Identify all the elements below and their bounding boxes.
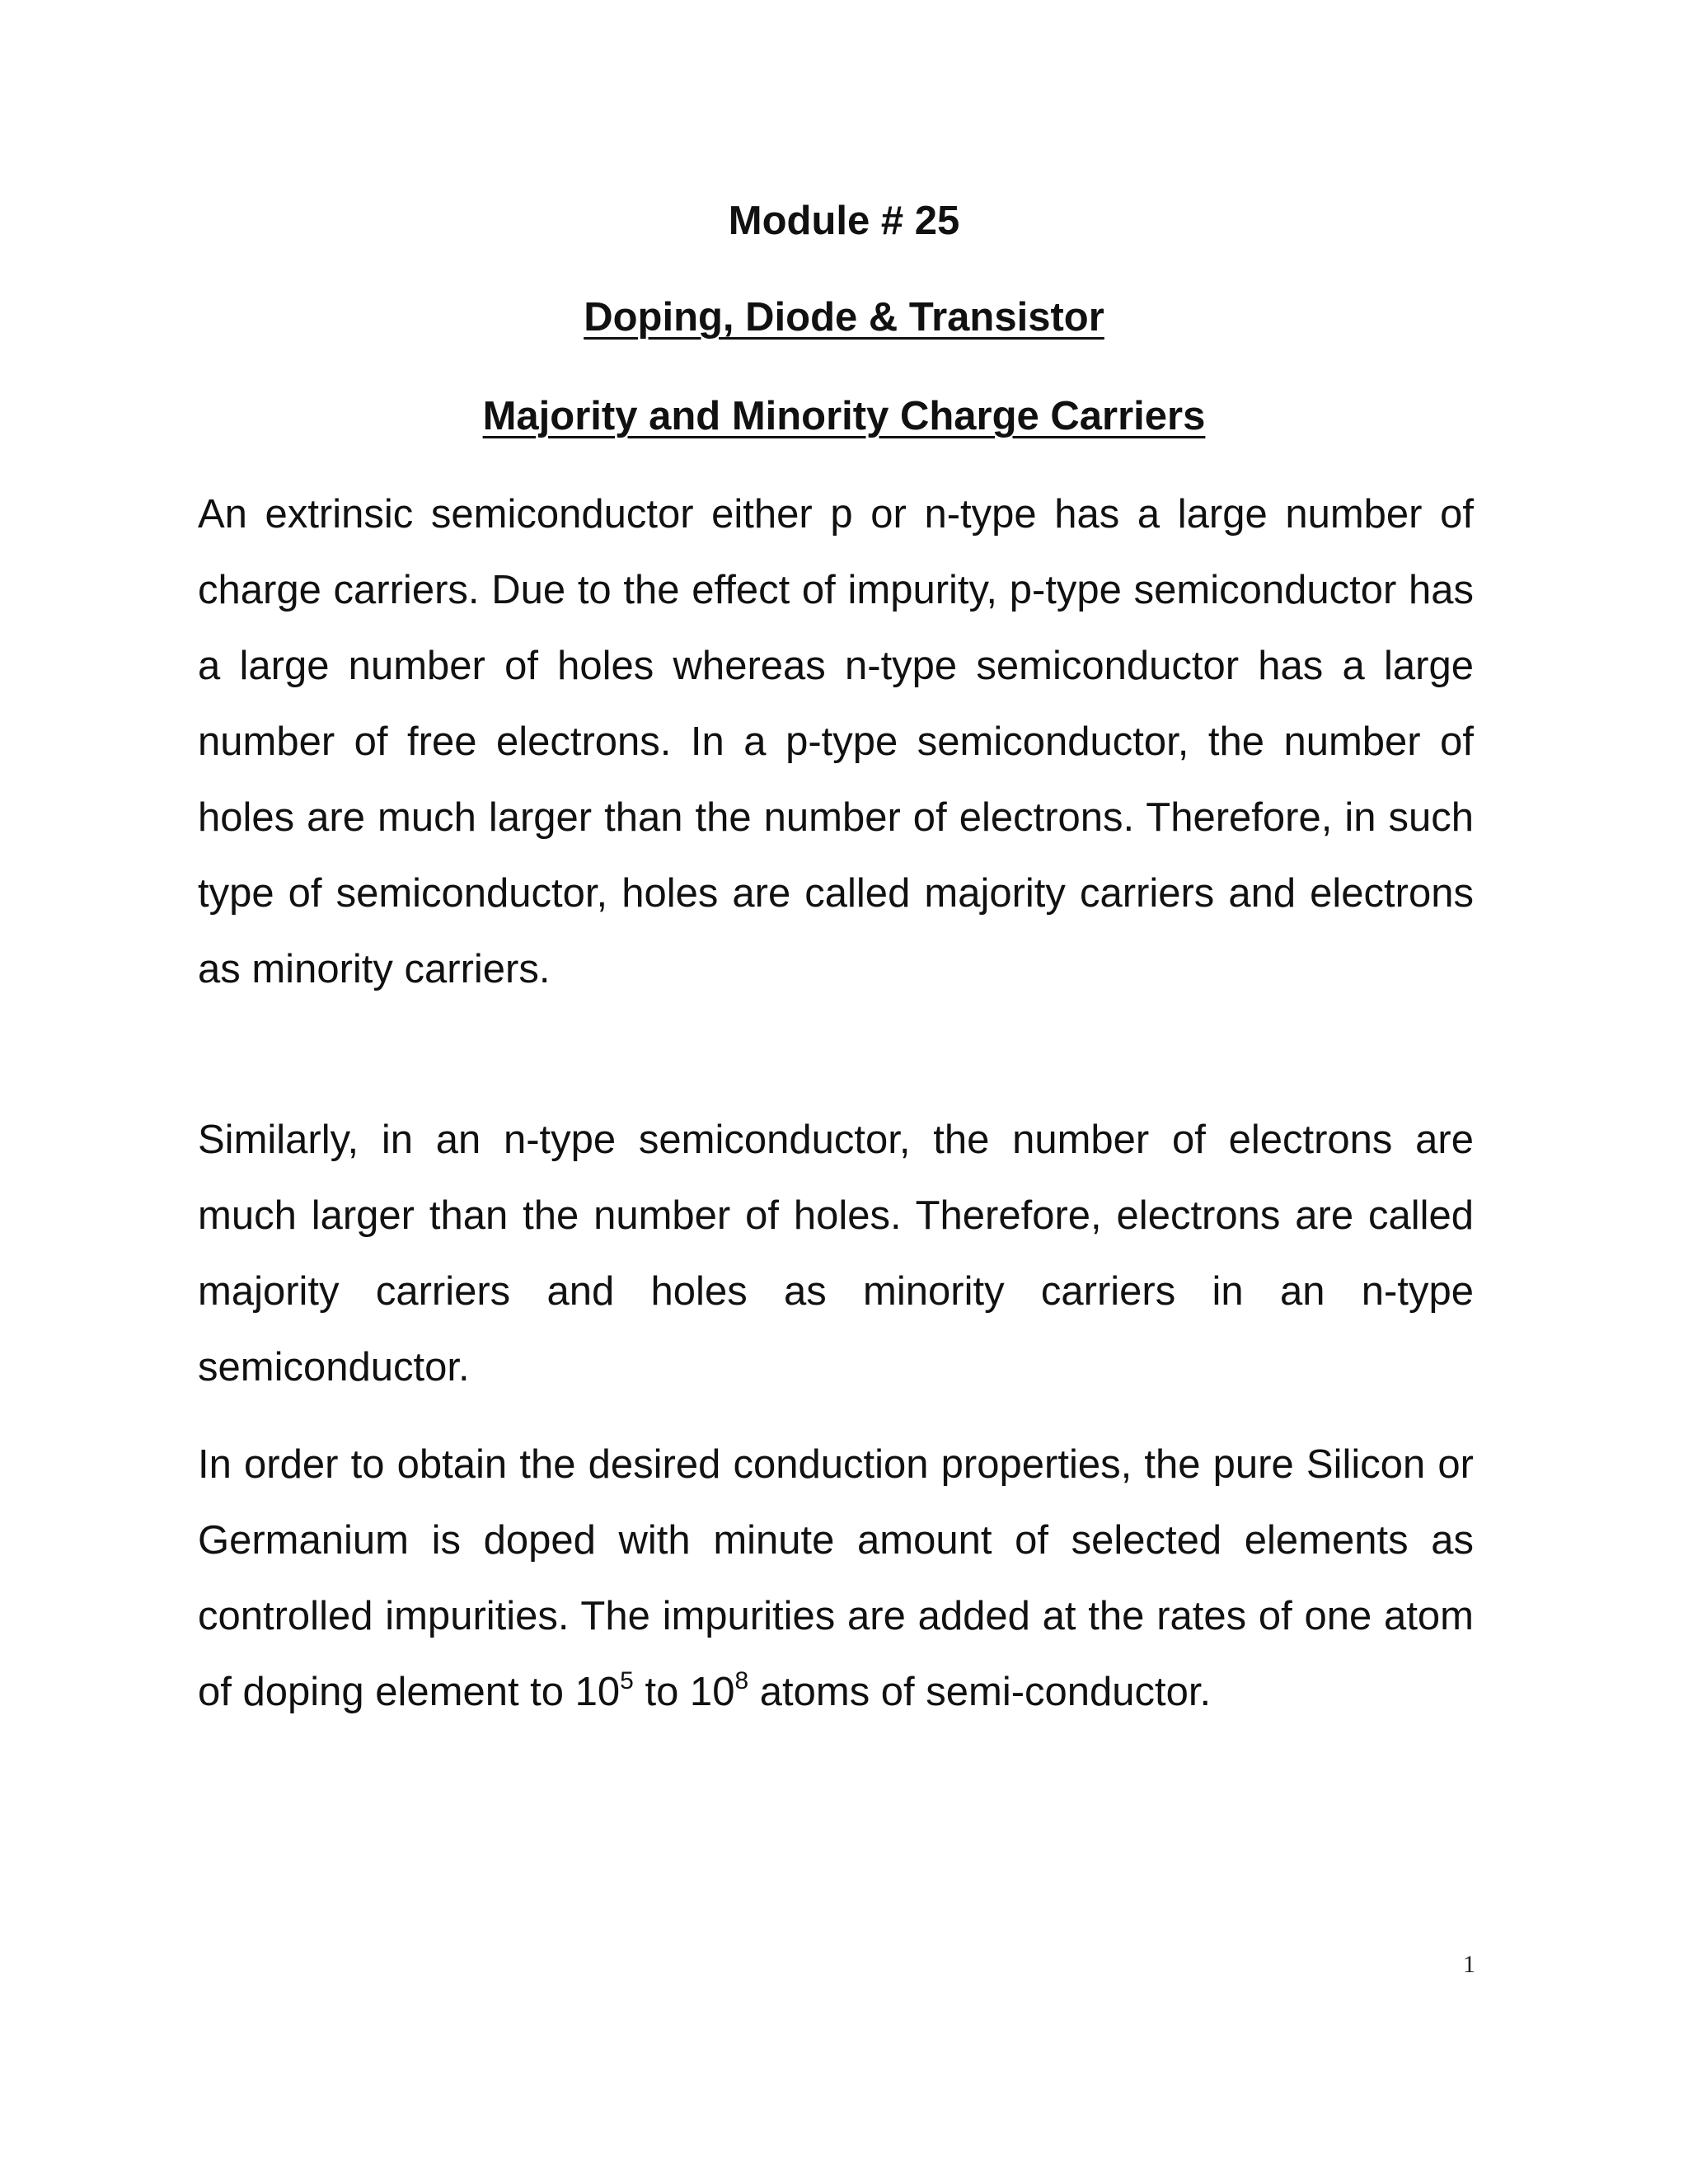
doping-text-part-1: In order to obtain the desired conduction properties, the pure Silicon or Germanium is doped with minute amount of selected elements as controlled impurities. The impurities are added at the rates of one atom of doping element to 10	[198, 1442, 1474, 1714]
section-title: Majority and Minority Charge Carriers	[482, 394, 1206, 438]
paragraph-n-type: Similarly, in an n-type semiconductor, the number of electrons are much larger than the number of holes. Therefore, electrons are called majority carriers and holes as minority carriers in an n-type semiconductor.	[198, 1118, 1474, 1390]
doping-text-part-3: atoms of semi-conductor.	[748, 1670, 1212, 1714]
doping-text-part-2: to 10	[633, 1670, 735, 1714]
paragraph-doping	[198, 1427, 1474, 1730]
chapter-title: Doping, Diode & Transistor	[584, 295, 1104, 340]
page-number: 1	[1463, 1951, 1475, 1978]
exponent-5: 5	[620, 1667, 634, 1694]
exponent-8: 8	[734, 1667, 749, 1694]
module-title: Module # 25	[728, 199, 960, 243]
paragraph-majority-carriers: An extrinsic semiconductor either p or n-type has a large number of charge carriers. Due to the effect of impurity, p-type semiconductor has a large number of holes whereas n-type semiconductor has a large number of free electrons. In a p-type semiconductor, the number of holes are much larger than the number of electrons. Therefore, in such type of semiconductor, holes are called majority carriers and electrons as minority carriers.	[198, 492, 1474, 991]
